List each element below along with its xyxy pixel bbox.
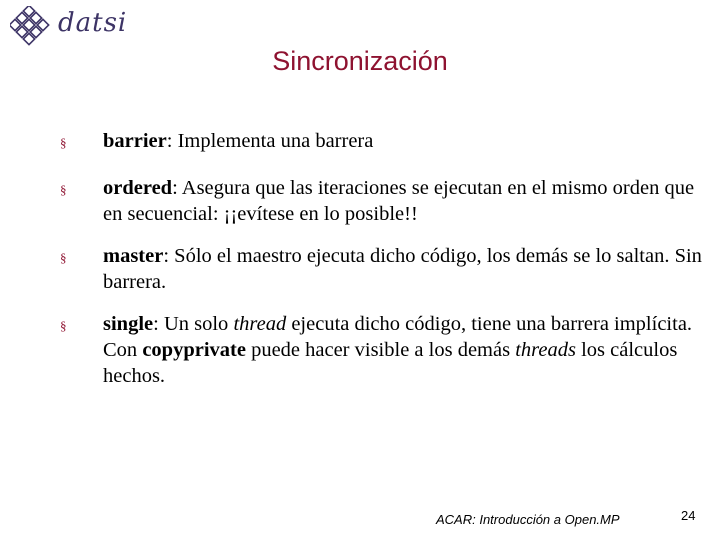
term-single: single	[103, 313, 154, 335]
bullet-item-barrier	[60, 128, 710, 154]
description-barrier: : Implementa una barrera	[166, 130, 374, 152]
bullet-marker: §	[60, 182, 67, 197]
term-master: master	[103, 245, 164, 267]
emphasis-thread: thread	[233, 313, 287, 335]
page-number: 24	[681, 508, 696, 523]
datsi-logo	[10, 6, 128, 46]
description-single-part2: ejecuta dicho código, tiene una barrera implícita. Con	[103, 313, 693, 361]
emphasis-threads: threads	[515, 339, 576, 361]
bullet-marker: §	[60, 318, 67, 333]
bullet-item-ordered	[60, 175, 710, 227]
slide-title: Sincronización	[272, 46, 448, 76]
description-single-part4: los cálculos hechos.	[103, 339, 678, 387]
bullet-item-master	[60, 243, 710, 295]
logo-text: datsi	[58, 8, 128, 38]
description-ordered: : Asegura que las iteraciones se ejecutan en el mismo orden que en secuencial: ¡¡evítese en lo posible!!	[103, 177, 695, 225]
description-single-part3: puede hacer visible a los demás	[245, 339, 516, 361]
term-copyprivate: copyprivate	[142, 339, 246, 361]
bullet-marker: §	[60, 135, 67, 150]
description-master: : Sólo el maestro ejecuta dicho código, los demás se lo saltan. Sin barrera.	[103, 245, 702, 293]
bullet-item-single	[60, 311, 710, 389]
footer-course-title: ACAR: Introducción a Open.MP	[436, 512, 620, 527]
bullet-list	[60, 128, 710, 389]
term-ordered: ordered	[103, 177, 173, 199]
description-single-part1: : Un solo	[153, 313, 234, 335]
diamond-lattice-icon	[10, 6, 50, 46]
term-barrier: barrier	[103, 130, 167, 152]
bullet-marker: §	[60, 250, 67, 265]
